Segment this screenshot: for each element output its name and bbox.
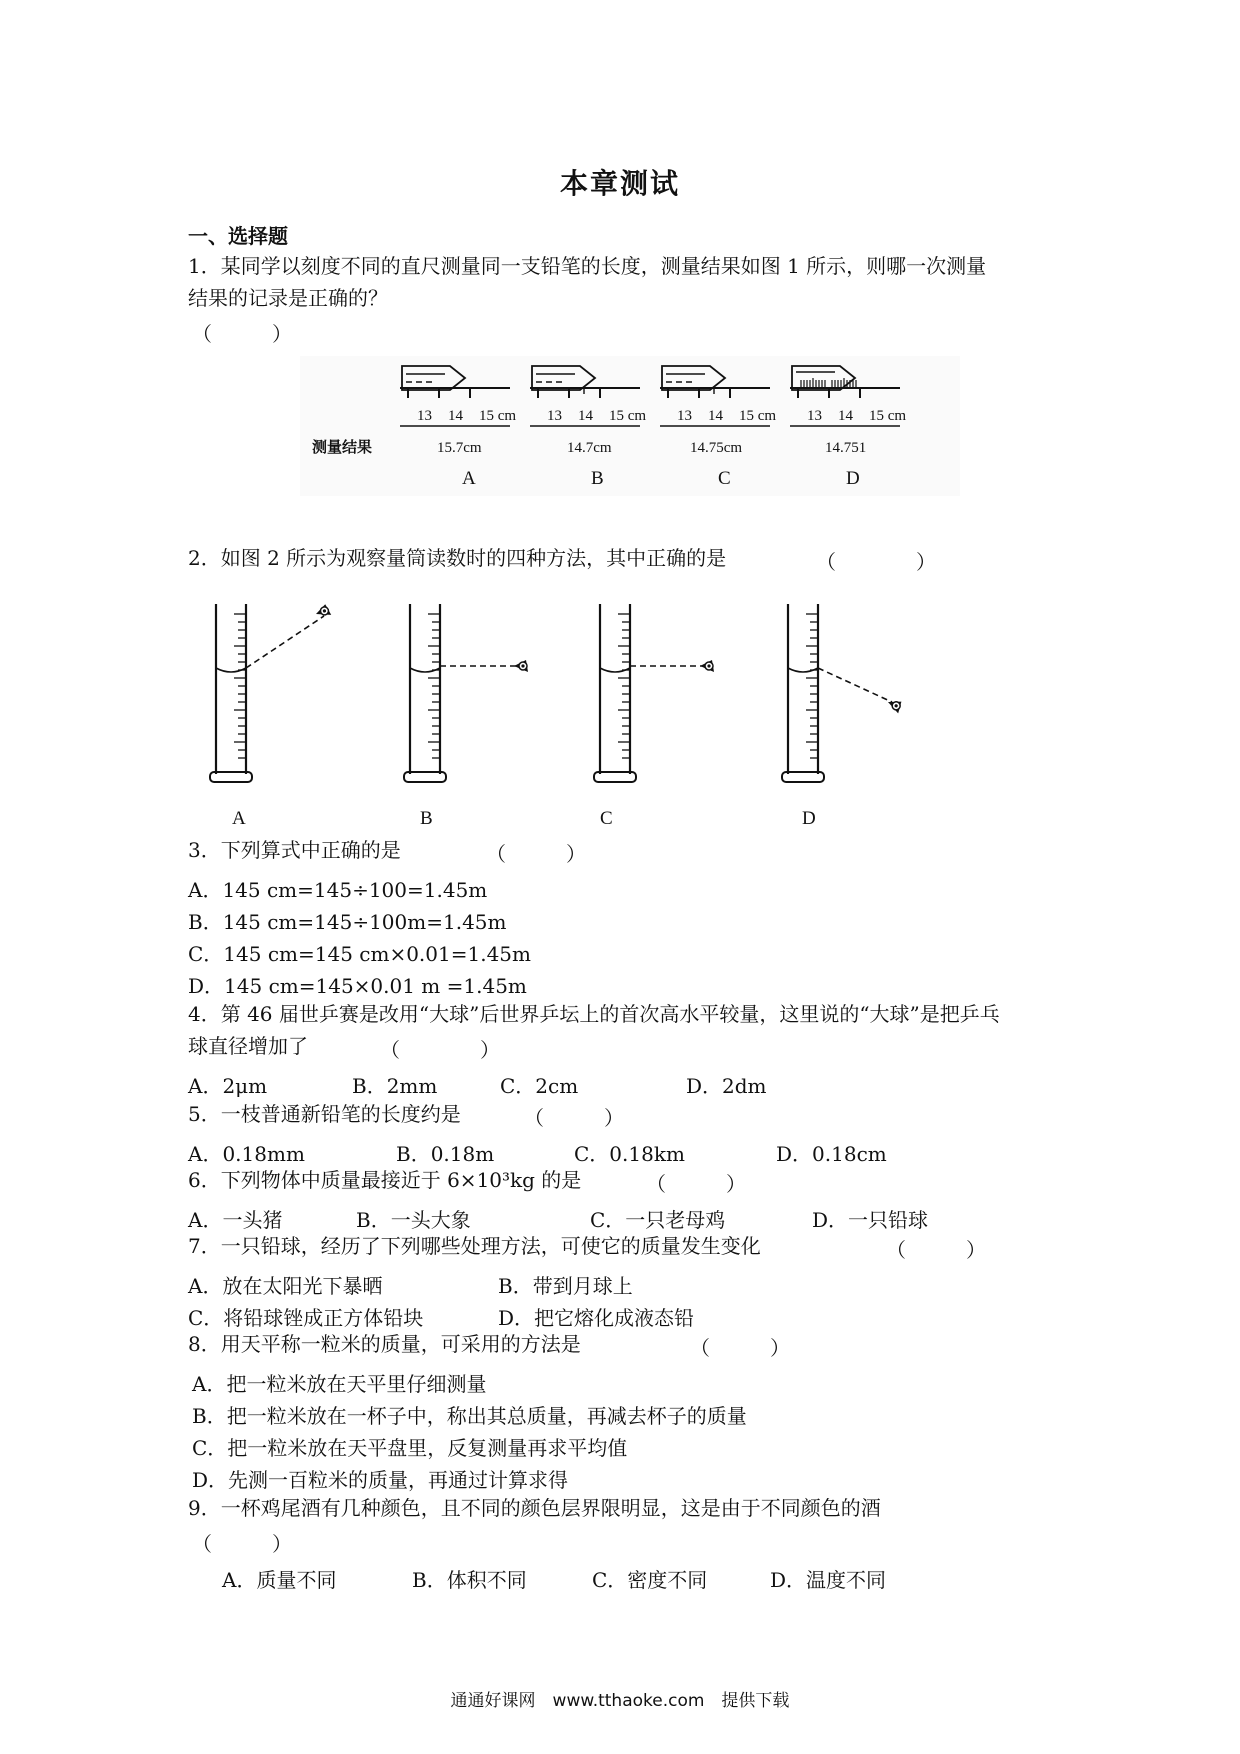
ruler-a-tick-13: 13 [417,408,432,424]
q5-option-a: A．0.18mm [188,1142,305,1166]
cylinder-b [404,604,528,782]
q9-text: 9．一杯鸡尾酒有几种颜色，且不同的颜色层界限明显，这是由于不同颜色的酒 [188,1496,881,1520]
q7-option-c: C．将铅球锉成正方体铅块 [188,1306,424,1330]
q8-answer-blank: （ ） [690,1336,790,1360]
ruler-b-tick-14: 14 [578,408,593,424]
q3-option-a: A．145 cm=145÷100=1.45m [188,878,488,902]
q4-answer-blank: （ ） [380,1038,500,1062]
q9-option-a: A．质量不同 [222,1568,337,1592]
q7-option-a: A．放在太阳光下暴晒 [188,1274,383,1298]
cylinder-letter-c: C [600,808,613,829]
ruler-a-tick-14: 14 [448,408,463,424]
figure-2-cylinders [188,596,928,788]
ruler-letter-d: D [846,468,860,489]
q3-option-b: B．145 cm=145÷100m=1.45m [188,910,507,934]
cylinder-d [782,604,903,782]
page-title: 本章测试 [559,167,680,200]
measurement-result-label: 测量结果 [312,438,373,456]
ruler-c-tick-13: 13 [677,408,692,424]
q7-option-b: B．带到月球上 [498,1274,633,1298]
ruler-letter-b: B [591,468,604,489]
q9-option-b: B．体积不同 [412,1568,527,1592]
figure-1-rulers [300,356,960,496]
q5-text: 5．一枝普通新铅笔的长度约是 [188,1102,461,1126]
ruler-b-tick-13: 13 [547,408,562,424]
ruler-c-tick-14: 14 [708,408,723,424]
q4-text-line1: 4．第 46 届世乒赛是改用“大球”后世界乒坛上的首次高水平较量，这里说的“大球”是把乒乓 [188,1002,1000,1026]
q6-option-d: D．一只铅球 [812,1208,929,1232]
ruler-c-tick-15: 15 cm [739,408,777,424]
cylinder-a [210,604,331,782]
q3-text: 3．下列算式中正确的是 [188,838,401,862]
q4-option-b: B．2mm [352,1074,438,1098]
q4-option-d: D．2dm [686,1074,767,1098]
q7-option-d: D．把它熔化成液态铅 [498,1306,695,1330]
cylinder-c [594,604,714,782]
q7-answer-blank: （ ） [886,1238,986,1262]
q3-option-c: C．145 cm=145 cm×0.01=1.45m [188,942,531,966]
cylinder-letter-a: A [232,808,246,829]
q3-option-d: D．145 cm=145×0.01 m =1.45m [188,974,527,998]
q1-answer-blank: （ ） [192,322,292,346]
q5-option-c: C．0.18km [574,1142,685,1166]
page-footer: 通通好课网 www.tthaoke.com 提供下载 [450,1691,790,1711]
ruler-d-tick-14: 14 [838,408,853,424]
q8-option-c: C．把一粒米放在天平盘里，反复测量再求平均值 [192,1436,628,1460]
q2-text: 2．如图 2 所示为观察量筒读数时的四种方法，其中正确的是 [188,546,727,570]
result-c: 14.75cm [690,440,743,456]
ruler-d-tick-15: 15 cm [869,408,907,424]
q1-text-line2: 结果的记录是正确的？ [188,286,388,310]
q8-option-a: A．把一粒米放在天平里仔细测量 [192,1372,487,1396]
ruler-a-tick-15: 15 cm [479,408,517,424]
q4-option-a: A．2μm [188,1074,268,1098]
ruler-d-tick-13: 13 [807,408,822,424]
cylinder-letter-b: B [420,808,433,829]
q6-option-b: B．一头大象 [356,1208,471,1232]
q3-answer-blank: （ ） [486,842,586,866]
q6-option-c: C．一只老母鸡 [590,1208,726,1232]
result-a: 15.7cm [437,440,482,456]
cylinder-letter-d: D [802,808,816,829]
q2-answer-blank: （ ） [816,550,936,574]
q6-option-a: A．一头猪 [188,1208,283,1232]
ruler-b-tick-15: 15 cm [609,408,647,424]
q8-option-d: D．先测一百粒米的质量，再通过计算求得 [192,1468,569,1492]
q9-option-d: D．温度不同 [770,1568,887,1592]
section-heading: 一、选择题 [188,224,288,248]
q4-option-c: C．2cm [500,1074,579,1098]
q4-text-line2: 球直径增加了 [188,1034,308,1058]
q9-answer-blank: （ ） [192,1532,292,1556]
q5-option-d: D．0.18cm [776,1142,887,1166]
q5-answer-blank: （ ） [524,1106,624,1130]
q9-option-c: C．密度不同 [592,1568,708,1592]
result-d: 14.751 [825,440,867,456]
q6-text: 6．下列物体中质量最接近于 6×10³kg 的是 [188,1168,582,1192]
q1-text-line1: 1．某同学以刻度不同的直尺测量同一支铅笔的长度，测量结果如图 1 所示，则哪一次测量 [188,254,987,278]
q8-option-b: B．把一粒米放在一杯子中，称出其总质量，再减去杯子的质量 [192,1404,747,1428]
q7-text: 7．一只铅球，经历了下列哪些处理方法，可使它的质量发生变化 [188,1234,761,1258]
ruler-letter-c: C [718,468,731,489]
q6-answer-blank: （ ） [646,1172,746,1196]
q5-option-b: B．0.18m [396,1142,495,1166]
ruler-letter-a: A [462,468,476,489]
result-b: 14.7cm [567,440,612,456]
q8-text: 8．用天平称一粒米的质量，可采用的方法是 [188,1332,581,1356]
